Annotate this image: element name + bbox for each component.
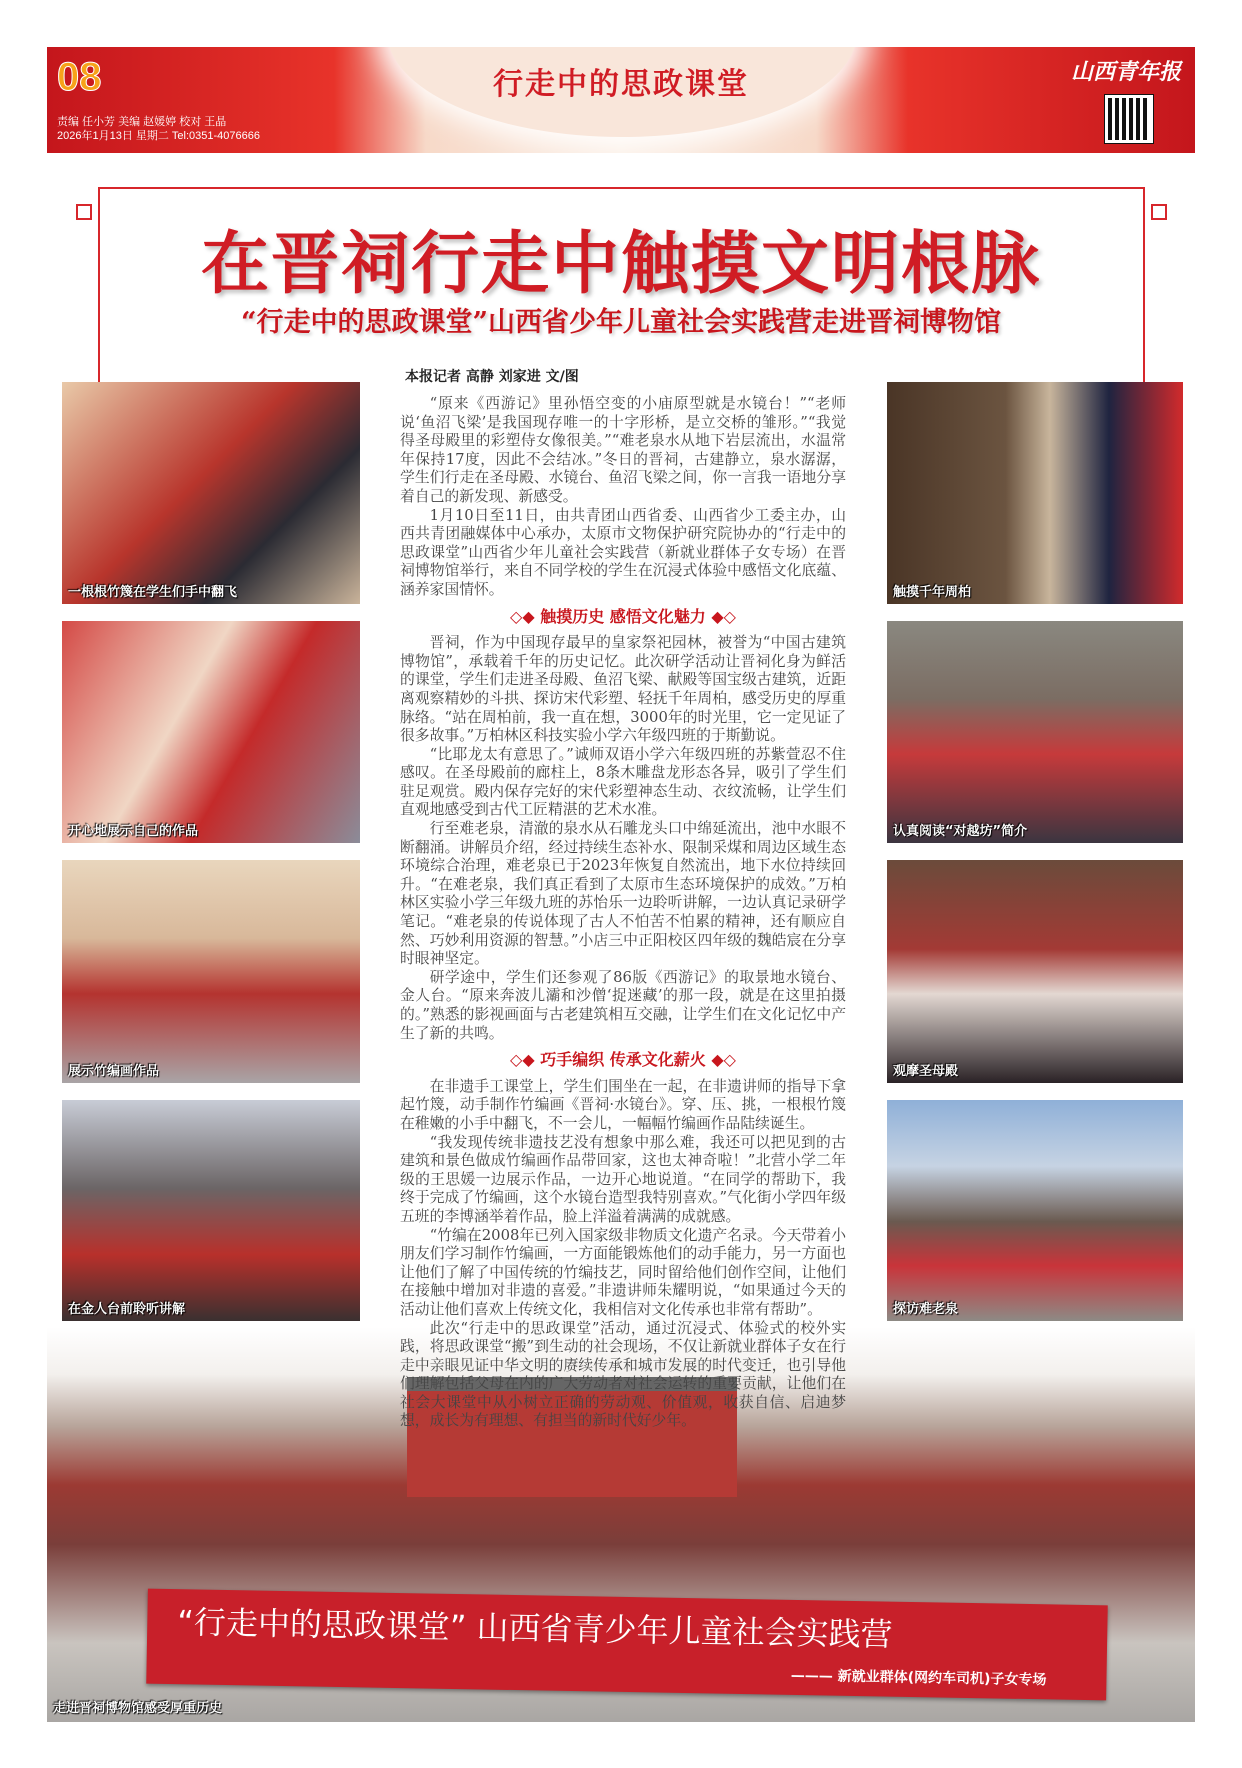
article-subtitle: “行走中的思政课堂”山西省少年儿童社会实践营走进晋祠博物馆 [240,307,1002,338]
banner-main-text: “行走中的思政课堂” 山西省青少年儿童社会实践营 [176,1603,893,1654]
paragraph: “竹编在2008年已列入国家级非物质文化遗产名录。今天带着小朋友们学习制作竹编画，一方面能锻炼他们的动手能力，另一方面也让他们了解了中国传统的竹编技艺，同时留给他们创作空间，让他们在接触中增加对非遗的喜爱。”非遗讲师朱耀明说，“如果通过今天的活动让他们喜欢上传统文化，我相信对文化传承也非常有帮助”。 [400,1226,846,1318]
section-heading: ◇◆ 巧手编织 传承文化薪火 ◆◇ [510,1050,736,1070]
group-banner [146,1589,1108,1701]
paragraph: “比耶龙太有意思了。”诚师双语小学六年级四班的苏紫萱忍不住感叹。在圣母殿前的廊柱上，8条木雕盘龙形态各异，吸引了学生们驻足观赏。殿内保存完好的宋代彩塑神态生动、衣纹流畅，让学生们直观地感受到古代工匠精湛的艺术水准。 [400,745,846,819]
article-body [400,395,846,1431]
photo-ancient-cypress [887,382,1183,604]
byline: 本报记者 高静 刘家进 文/图 [405,369,579,385]
photo-caption: 走进晋祠博物馆感受厚重历史 [53,1701,223,1716]
photo-caption: 开心地展示自己的作品 [68,824,199,839]
paragraph: 此次“行走中的思政课堂”活动，通过沉浸式、体验式的校外实践，将思政课堂“搬”到生动的社会现场，不仅让新就业群体子女在行走中亲眼见证中华文明的赓续传承和城市发展的时代变迁，也引导他们理解包括父母在内的广大劳动者对社会运转的重要贡献，让他们在社会大课堂中从小树立正确的劳动观、价值观，收获自信、启迪梦想，成长为有理想、有担当的新时代好少年。 [400,1319,846,1430]
banner-sub-text: ——— 新就业群体(网约车司机)子女专场 [790,1667,1047,1689]
article-title: 在晋祠行走中触摸文明根脉 [200,224,1041,304]
paragraph: 1月10日至11日，由共青团山西省委、山西省少工委主办，山西共青团融媒体中心承办，太原市文物保护研究院协办的“行走中的思政课堂”山西省少年儿童社会实践营（新就业群体子女专场）在晋祠博物馆举行，来自不同学校的学生在沉浸式体验中感悟文化底蕴、涵养家国情怀。 [400,506,846,598]
qr-code-icon [1105,95,1153,143]
photo-caption: 认真阅读“对越坊”简介 [893,824,1028,839]
photo-holy-mother-hall [887,860,1183,1083]
photo-duiyue-arch [887,621,1183,843]
paragraph: 在非遗手工课堂上，学生们围坐在一起，在非遗讲师的指导下拿起竹篾，动手制作竹编画《晋祠·水镜台》。穿、压、挑，一根根竹篾在稚嫩的小手中翻飞，不一会儿，一幅幅竹编画作品陆续诞生。 [400,1077,846,1132]
credits-date: 2026年1月13日 星期二 Tel:0351-4076666 [57,130,261,142]
credits-editors: 责编 任小芳 美编 赵媛婷 校对 王晶 [57,116,227,128]
page-header [47,47,1195,153]
paragraph: 晋祠，作为中国现存最早的皇家祭祀园林，被誉为“中国古建筑博物馆”，承载着千年的历史记忆。此次研学活动让晋祠化身为鲜活的课堂，学生们走进圣母殿、鱼沼飞梁、献殿等国宝级古建筑，近距离观察精妙的斗拱、探访宋代彩塑、轻抚千年周柏，感受历史的厚重脉络。“站在周柏前，我一直在想，3000年的时光里，它一定见证了很多故事。”万柏林区科技实验小学六年级四班的于斯勤说。 [400,634,846,745]
page-number: 08 [57,55,102,99]
newspaper-logo: 山西青年报 [1070,59,1181,85]
photo-golden-man-terrace [62,1100,360,1321]
photo-caption: 在金人台前聆听讲解 [68,1302,186,1317]
photo-caption: 触摸千年周柏 [893,585,972,600]
photo-showing-work [62,621,360,843]
paragraph: “原来《西游记》里孙悟空变的小庙原型就是水镜台！”“老师说‘鱼沼飞梁’是我国现存唯一的十字形桥，是立交桥的雏形。”“我觉得圣母殿里的彩塑侍女像很美。”“难老泉水从地下岩层流出，水温常年保持17度，因此不会结冰。”冬日的晋祠，古建静立，泉水潺潺，学生们行走在圣母殿、水镜台、鱼沼飞梁之间，你一言我一语地分享着自己的新发现、新感受。 [400,395,846,505]
photo-caption: 一根根竹篾在学生们手中翻飞 [68,585,238,600]
photo-caption: 观摩圣母殿 [893,1064,959,1079]
photo-bamboo-weaving [62,382,360,604]
paragraph: 研学途中，学生们还参观了86版《西游记》的取景地水镜台、金人台。“原来奔波儿灞和沙僧‘捉迷藏’的那一段，就是在这里拍摄的。”熟悉的影视画面与古老建筑相互交融，让学生们在文化记忆中产生了新的共鸣。 [400,968,846,1042]
photo-caption: 探访难老泉 [893,1302,959,1317]
paragraph: “我发现传统非遗技艺没有想象中那么难，我还可以把见到的古建筑和景色做成竹编画作品带回家，这也太神奇啦！”北营小学二年级的王思媛一边展示作品，一边开心地说道。“在同学的帮助下，我终于完成了竹编画，这个水镜台造型我特别喜欢。”气化街小学四年级五班的李博涵举着作品，脸上洋溢着满满的成就感。 [400,1133,846,1225]
paragraph: 行至难老泉，清澈的泉水从石雕龙头口中绵延流出，池中水眼不断翻涌。讲解员介绍，经过持续生态补水、限制采煤和周边区域生态环境综合治理，难老泉已于2023年恢复自然流出，地下水位持续回升。“在难老泉，我们真正看到了太原市生态环境保护的成效。”万柏林区实验小学三年级九班的苏怡乐一边聆听讲解，一边认真记录研学笔记。“难老泉的传说体现了古人不怕苦不怕累的精神，还有顺应自然、巧妙利用资源的智慧。”小店三中正阳校区四年级的魏皓宸在分享时眼神坚定。 [400,820,846,968]
credits [57,115,260,143]
photo-nanlao-spring [887,1100,1183,1321]
column-title: 行走中的思政课堂 [493,67,749,102]
section-heading: ◇◆ 触摸历史 感悟文化魅力 ◆◇ [510,606,736,626]
photo-caption: 展示竹编画作品 [68,1064,160,1079]
photo-display-weaving [62,860,360,1083]
